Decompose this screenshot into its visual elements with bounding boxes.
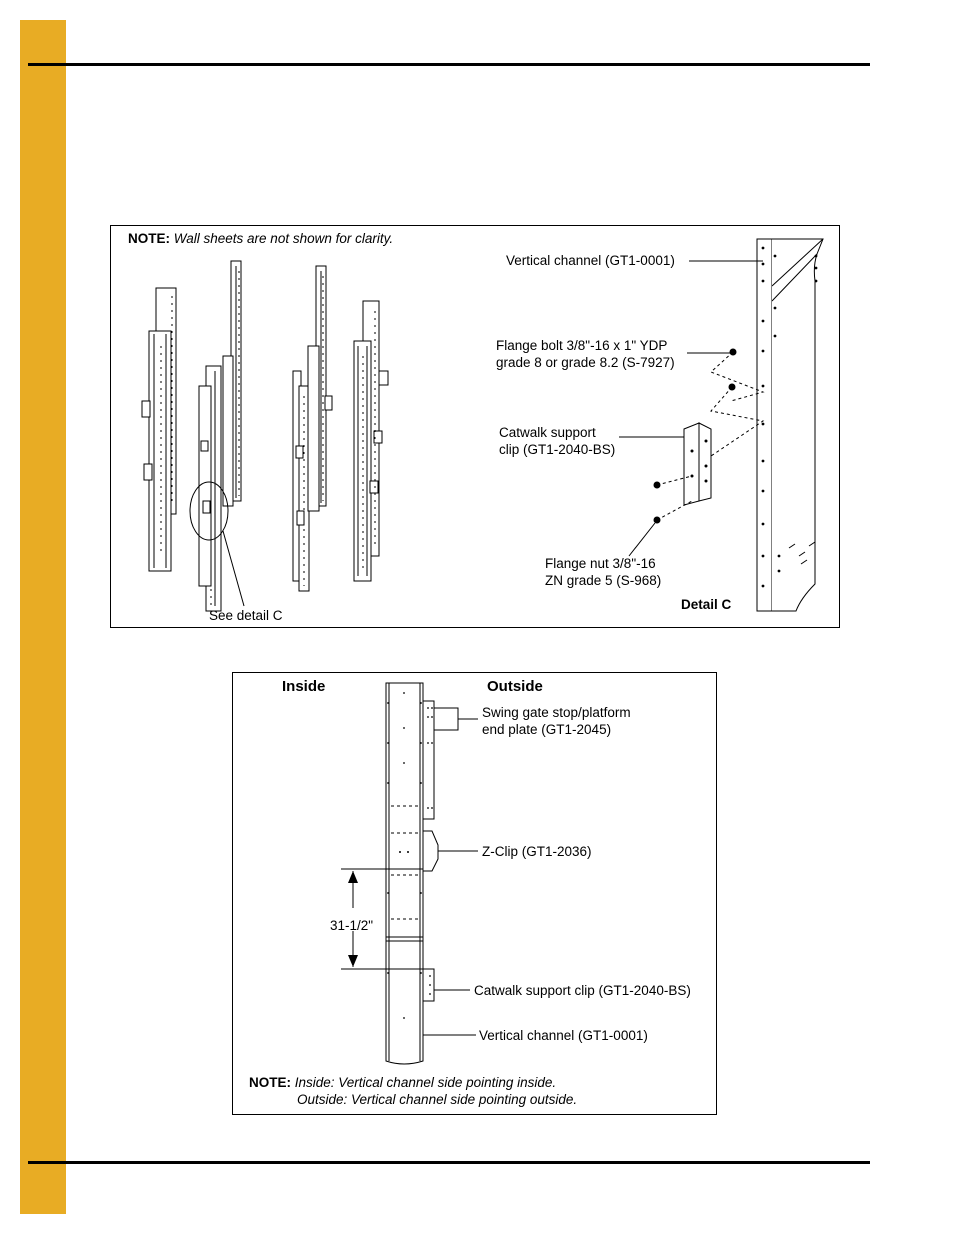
detail-c-drawing (654, 239, 823, 611)
note-prefix: NOTE: (128, 231, 170, 246)
see-detail-label: See detail C (209, 608, 283, 623)
figure1-note (128, 230, 393, 247)
vertical-channel-label: Vertical channel (GT1-0001) (506, 253, 675, 268)
footer-rule (28, 1161, 870, 1164)
header-rule (28, 63, 870, 66)
note-text: Wall sheets are not shown for clarity. (173, 231, 394, 246)
swing-gate-end-plate-drawing (423, 701, 434, 819)
swing-gate-label-line2: end plate (GT1-2045) (482, 722, 612, 737)
channel-assembly-drawing (111, 226, 841, 629)
catwalk-clip-drawing (423, 969, 434, 1001)
dimension-arrow-up (348, 871, 358, 883)
see-detail-leader (223, 531, 244, 606)
flange-bolt-label-line1: Flange bolt 3/8"-16 x 1" YDP (496, 338, 668, 353)
channel-assembly-figure (110, 225, 840, 628)
swing-gate-bracket (434, 708, 458, 730)
catwalk-clip-label: Catwalk support clip (GT1-2040-BS) (474, 983, 691, 998)
note-line1: Inside: Vertical channel side pointing inside. (294, 1075, 557, 1090)
detail-c-title: Detail C (681, 597, 732, 612)
page-sidebar-tab (20, 20, 66, 1214)
note-prefix: NOTE: (249, 1075, 291, 1090)
flange-nut-label-line1: Flange nut 3/8"-16 (545, 556, 656, 571)
channel-orientation-figure (232, 672, 717, 1115)
z-clip-label: Z-Clip (GT1-2036) (482, 844, 592, 859)
figure2-note-line2: Outside: Vertical channel side pointing outside. (297, 1092, 578, 1107)
swing-gate-label-line1: Swing gate stop/platform (482, 705, 631, 720)
vertical-channel-5-drawing (308, 266, 332, 511)
catwalk-clip-label-line1: Catwalk support (499, 425, 596, 440)
figure2-note-line1 (249, 1074, 556, 1091)
vertical-channel-drawing (386, 683, 423, 1064)
z-clip-drawing (423, 831, 438, 871)
catwalk-clip-label-line2: clip (GT1-2040-BS) (499, 442, 616, 457)
vertical-channel-1-drawing (142, 288, 176, 571)
outside-label: Outside (487, 678, 543, 695)
channel-orientation-drawing (233, 673, 718, 1116)
dimension-arrow-down (348, 955, 358, 967)
dimension-label: 31-1/2" (330, 918, 374, 933)
vertical-channel-6-drawing (354, 301, 388, 581)
vertical-channel-3-drawing (223, 261, 241, 506)
inside-label: Inside (282, 678, 326, 695)
vertical-channel-4-drawing (293, 371, 309, 591)
flange-bolt-label-line2: grade 8 or grade 8.2 (S-7927) (496, 355, 675, 370)
flange-nut-label-line2: ZN grade 5 (S-968) (545, 573, 662, 588)
vertical-channel-label: Vertical channel (GT1-0001) (479, 1028, 648, 1043)
vertical-channel-2-drawing (199, 366, 221, 611)
flange-nut-leader (629, 523, 655, 556)
